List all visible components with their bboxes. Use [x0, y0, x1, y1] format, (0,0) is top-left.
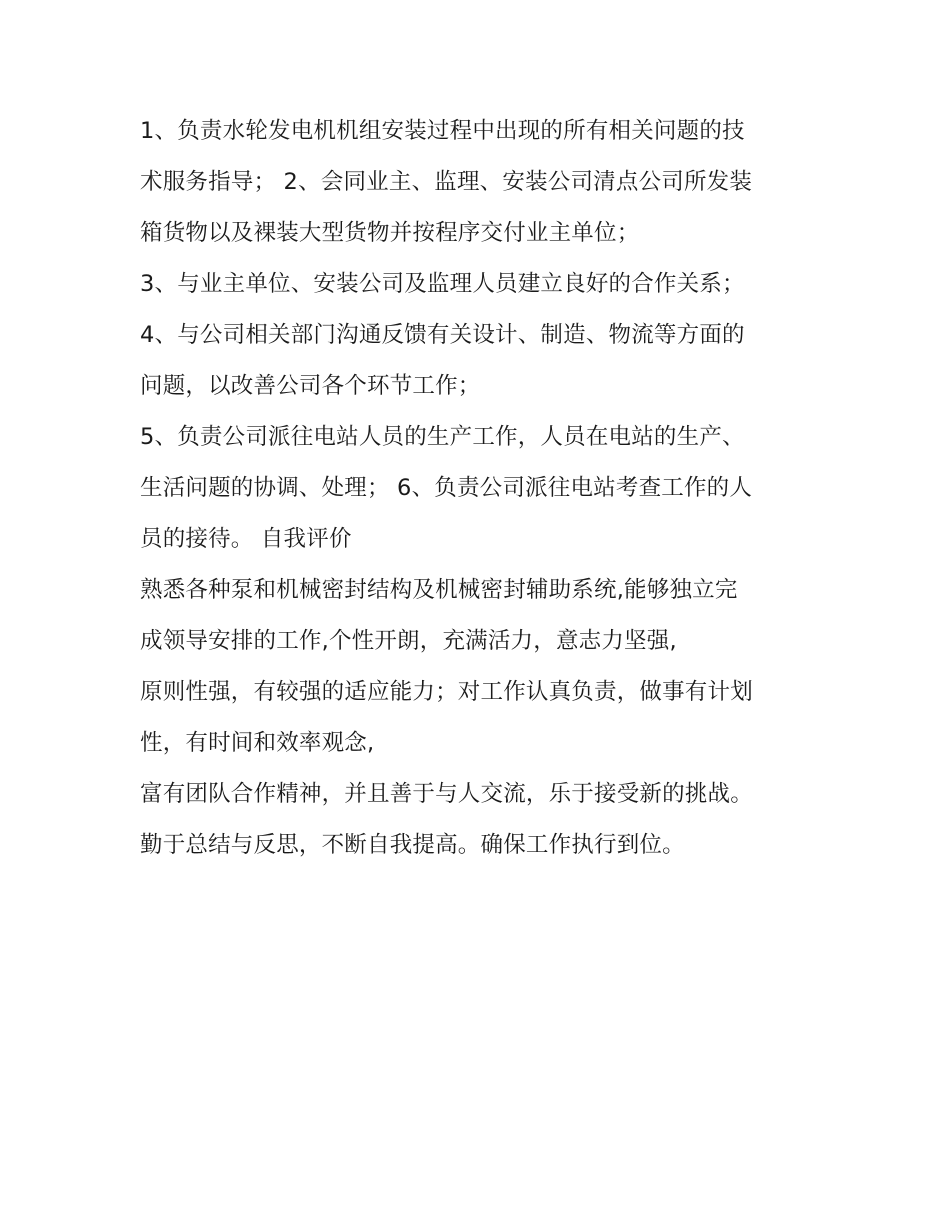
text-line: 熟悉各种泵和机械密封结构及机械密封辅助系统,能够独立完 [140, 577, 738, 603]
text-line: 1、负责水轮发电机机组安装过程中出现的所有相关问题的技 [140, 118, 745, 144]
text-line: 勤于总结与反思，不断自我提高。确保工作执行到位。 [140, 832, 685, 858]
text-line: 3、与业主单位、安装公司及监理人员建立良好的合作关系； [140, 271, 745, 297]
text-line: 5、负责公司派往电站人员的生产工作，人员在电站的生产、 [140, 424, 745, 450]
text-line: 原则性强，有较强的适应能力；对工作认真负责，做事有计划 [140, 679, 753, 705]
text-line: 性，有时间和效率观念, [140, 730, 375, 756]
document-body [140, 106, 820, 871]
text-line: 术服务指导； 2、会同业主、监理、安装公司清点公司所发装 [140, 169, 753, 195]
text-line: 箱货物以及裸装大型货物并按程序交付业主单位； [140, 220, 640, 246]
text-line: 4、与公司相关部门沟通反馈有关设计、制造、物流等方面的 [140, 322, 745, 348]
text-line: 富有团队合作精神，并且善于与人交流，乐于接受新的挑战。 [140, 781, 753, 807]
text-line: 员的接待。 自我评价 [140, 526, 352, 552]
text-line: 成领导安排的工作,个性开朗，充满活力，意志力坚强, [140, 628, 677, 654]
text-line: 生活问题的协调、处理； 6、负责公司派往电站考查工作的人 [140, 475, 753, 501]
text-line: 问题，以改善公司各个环节工作； [140, 373, 481, 399]
